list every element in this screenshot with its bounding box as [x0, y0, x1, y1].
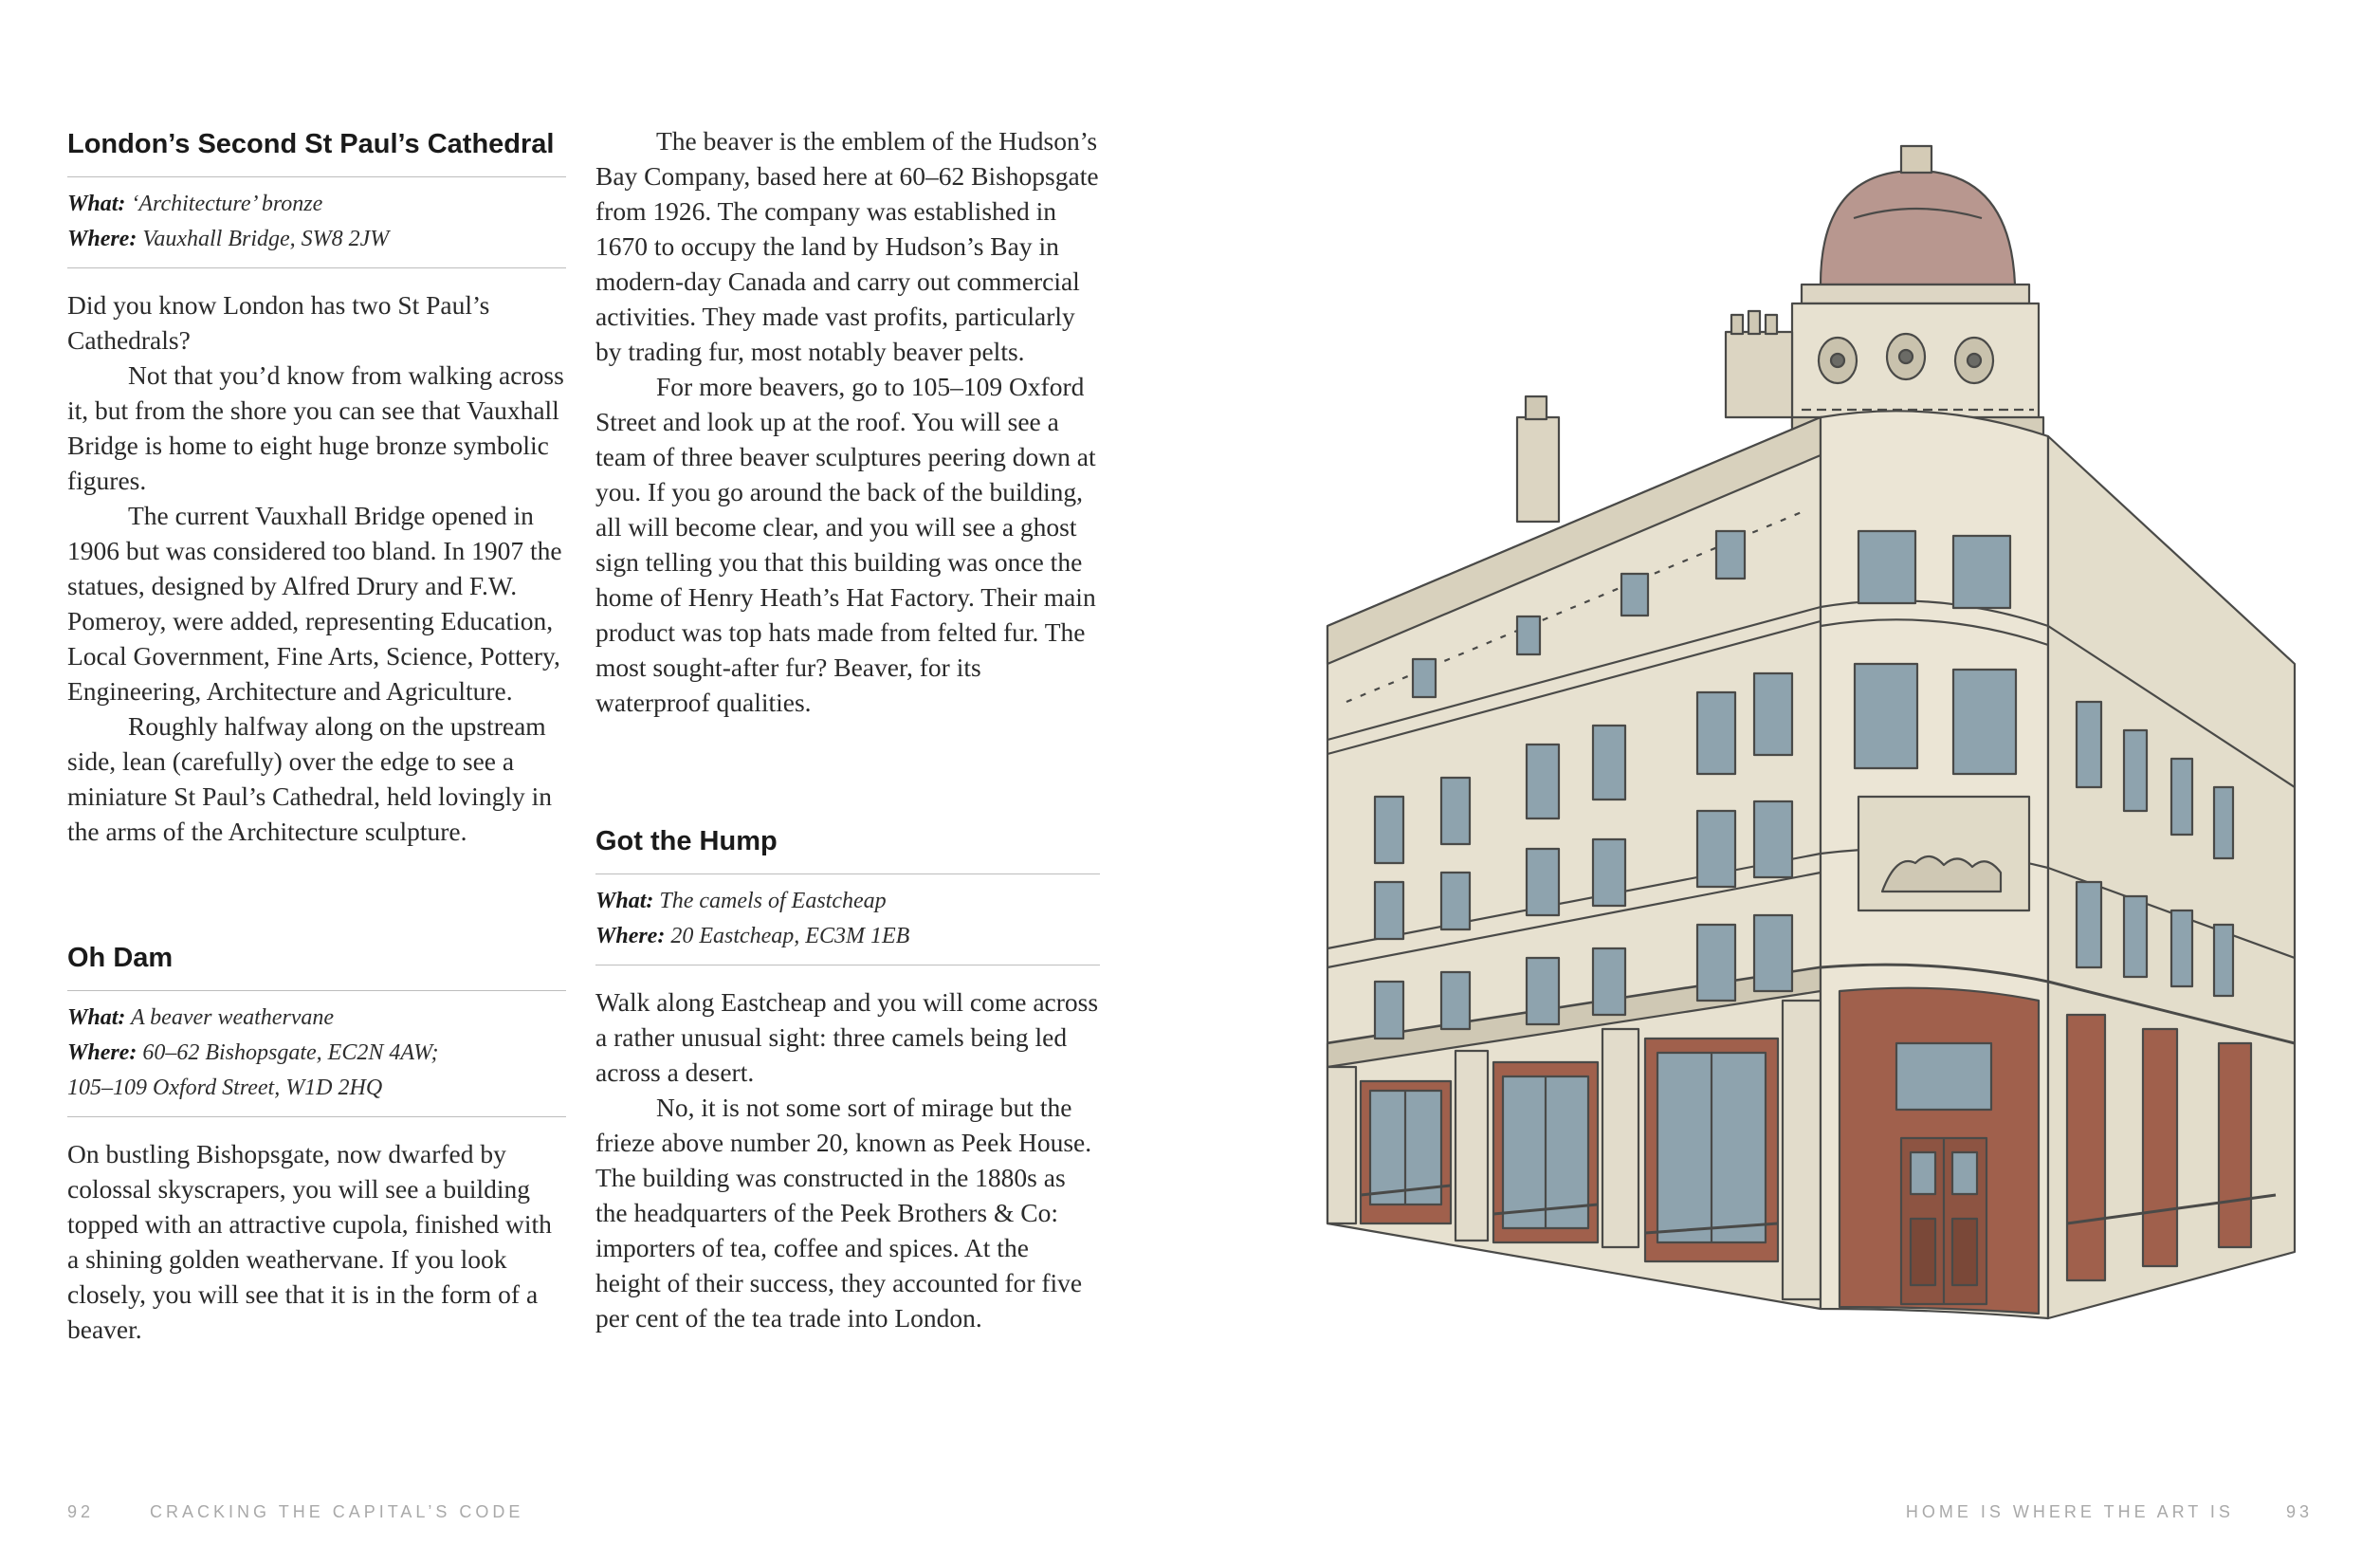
footer	[1906, 1502, 2313, 1522]
what-label: What:	[67, 1004, 126, 1030]
running-title: CRACKING THE CAPITAL’S CODE	[150, 1502, 524, 1521]
article-meta	[595, 884, 1100, 954]
what-value: The camels of Eastcheap	[659, 888, 887, 913]
article-meta	[67, 1001, 566, 1106]
article-title: Oh Dam	[67, 942, 174, 973]
paragraph: No, it is not some sort of mirage but the frieze above number 20, known as Peek House. The building was constructed in the 1880s as the headquarters of the Peek Brothers & Co: importers of tea, coffee and spices. At the height of their success, they accounted for five per cent of the tea trade into London.	[595, 1092, 1092, 1333]
what-value: A beaver weathervane	[130, 1004, 335, 1030]
building-illustration	[1290, 133, 2333, 1366]
paragraph: The beaver is the emblem of the Hudson’s Bay Company, based here at 60–62 Bishopsgate from 1926. The company was established in 1670 to occupy the land by Hudson’s Bay in modern-day Canada and carry out commercial activities. They made vast profits, particularly by trading fur, most notably beaver pelts.	[595, 126, 1099, 366]
divider	[595, 873, 1100, 874]
divider	[67, 176, 566, 177]
divider	[67, 1116, 566, 1117]
dome	[1792, 146, 2043, 436]
paragraph: Walk along Eastcheap and you will come across a rather unusual sight: three camels being led across a desert.	[595, 986, 1099, 1087]
what-label: What:	[67, 191, 126, 216]
paragraph: Roughly halfway along on the upstream side, lean (carefully) over the edge to see a miniature St Paul’s Cathedral, held lovingly in the arms of the Architecture sculpture.	[67, 710, 552, 846]
where-value: 60–62 Bishopsgate, EC2N 4AW;	[142, 1039, 439, 1065]
article-body	[595, 984, 1100, 1335]
what-label: What:	[595, 888, 654, 913]
article-body	[67, 287, 566, 849]
paragraph: For more beavers, go to 105–109 Oxford Street and look up at the roof. You will see a team of three beaver sculptures peering down at you. If you go around the back of the building, all will become clear, and you will see a ghost sign telling you that this building was once the home of Henry Heath’s Hat Factory. Their main product was top hats made from felted fur. The most sought-after fur? Beaver, for its waterproof qualities.	[595, 372, 1096, 717]
running-title: HOME IS WHERE THE ART IS	[1905, 1502, 2234, 1521]
article-title: Got the Hump	[595, 826, 778, 856]
article-body-continued	[595, 123, 1100, 720]
where-label: Where:	[595, 923, 666, 948]
left-facade	[1327, 417, 1821, 1309]
article-meta	[67, 187, 566, 257]
where-value: 20 Eastcheap, EC3M 1EB	[670, 923, 910, 948]
page-number: 92	[67, 1502, 95, 1521]
where-value: 105–109 Oxford Street, W1D 2HQ	[67, 1075, 383, 1100]
article-body	[67, 1136, 566, 1347]
paragraph: Not that you’d know from walking across it, but from the shore you can see that Vauxhall Bridge is home to eight huge bronze symbolic figures.	[67, 359, 564, 495]
right-facade	[2048, 436, 2295, 1318]
where-label: Where:	[67, 1039, 137, 1065]
paragraph: Did you know London has two St Paul’s Cathedrals?	[67, 289, 490, 355]
article-title: London’s Second St Paul’s Cathedral	[67, 129, 555, 159]
where-label: Where:	[67, 226, 137, 251]
divider	[67, 267, 566, 268]
what-value: ‘Architecture’ bronze	[131, 191, 323, 216]
footer	[67, 1502, 523, 1522]
page-number: 93	[2285, 1502, 2313, 1521]
corner-facade	[1821, 411, 2048, 1318]
paragraph: On bustling Bishopsgate, now dwarfed by colossal skyscrapers, you will see a building topped with an attractive cupola, finished with a shining golden weathervane. If you look closely, you will see that it is in the form of a beaver.	[67, 1138, 552, 1344]
paragraph: The current Vauxhall Bridge opened in 1906 but was considered too bland. In 1907 the statues, designed by Alfred Drury and F.W. Pomeroy, were added, representing Education, Local Government, Fine Arts, Science, Pottery, Engineering, Architecture and Agriculture.	[67, 500, 562, 706]
left-column	[67, 123, 566, 1347]
divider	[67, 990, 566, 991]
where-value: Vauxhall Bridge, SW8 2JW	[142, 226, 390, 251]
right-column	[595, 123, 1100, 1335]
